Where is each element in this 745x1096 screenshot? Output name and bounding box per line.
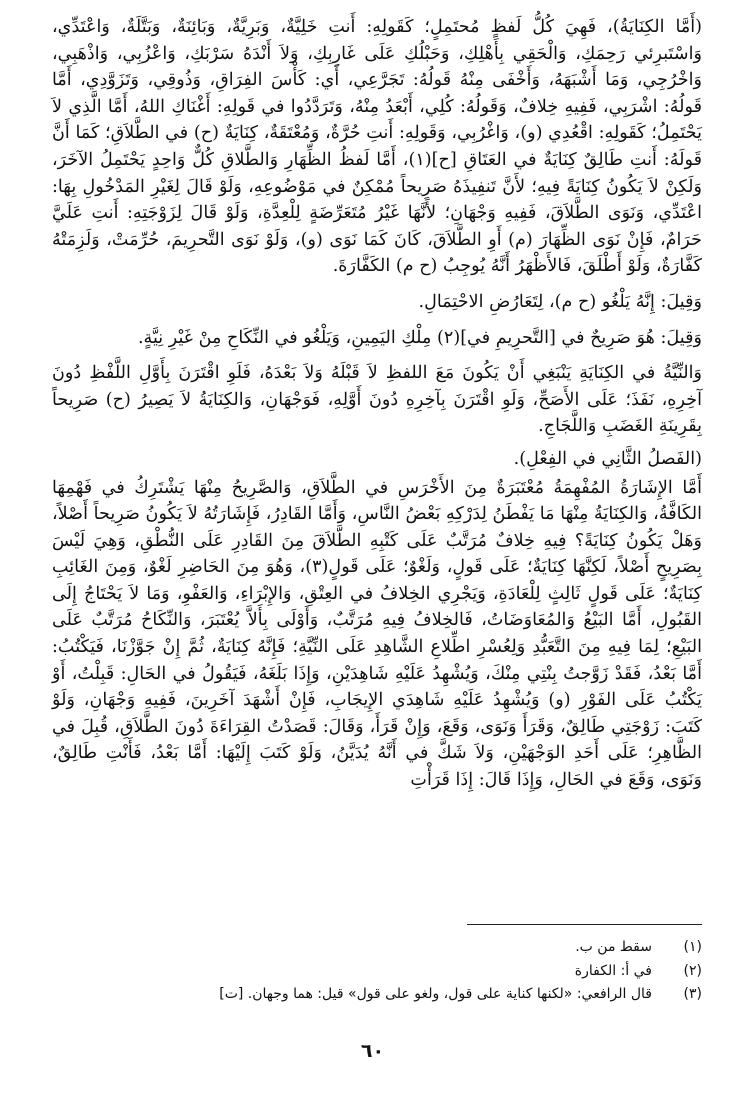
paragraph-third-opinion: وَقِيلَ: هُوَ صَرِيحٌ في [التَّحرِيمِ في](٢) مِلْكِ اليَمِينِ، وَيَلْغُو في النِّكَاحِ مِنْ غَيْرِ نِيَّةٍ.: [137, 327, 702, 348]
footnote-number: (٢): [683, 962, 702, 979]
main-text-column: [52, 14, 702, 794]
section-heading: (الفَصلُ الثَّانِي في الفِعْلِ).: [513, 448, 702, 469]
footnote-number: (٣): [683, 986, 702, 1002]
footnote-item: [52, 960, 702, 984]
paragraph-second-opinion: وَقِيلَ: إِنَّهُ يَلْغُو (ح م)، لِتَعَارُضِ الاحْتِمَالِ.: [418, 291, 702, 312]
footnote-separator: [467, 924, 702, 925]
footnote-text: في أ: الكفارة: [574, 962, 652, 979]
footnote-text: سقط من ب.: [575, 939, 652, 955]
paragraph-intention: وَالنِّيَّةُ في الكِنَايَةِ يَنْبَغِي أَنْ يَكُونَ مَعَ اللفظِ لاَ قَبْلَهُ وَلاَ بَعْدَهُ، فَلَوِ اقْتَرَنَ بِأَوَّلِ اللَّفْظِ دُونَ آخِرِهِ، نَفَذَ؛ عَلَى الأَصَحِّ، وَلَوِ اقْتَرَنَ بِآخِرِهِ دُونَ أَوَّلِهِ، فَوَجْهَانِ، وَالكِنَايَةُ لاَ يَصِيرُ (ح) صَرِيحاً بِقَرِينَةِ الغَضَبِ وَاللَّجَاجِ.: [52, 363, 702, 437]
footnote-number: (١): [683, 939, 702, 955]
footnotes: [52, 936, 702, 1007]
paragraph-gesture-writing: أَمَّا الإِشَارَةُ المُفْهِمَةُ مُعْتَبَرَةٌ مِنَ الأَخْرَسِ في الطَّلاَقِ، وَالصَّرِيحُ مِنْهَا يَشْتَرِكُ في فَهْمِهَا الكَافَّةُ، وَالكِنَايَةُ مِنْهَا مَا يَفْطَنُ لِدَرْكِهِ بَعْضُ النَّاسِ، وَأَمَّا القَادِرُ، فَإِشَارَتُهُ لاَ يَكُونُ صَرِيحاً أَصْلاً، وَهَلْ يَكُونُ كِنَايَةً؟ فِيهِ خِلافٌ مُرَتَّبٌ عَلَى كَتْبِهِ الطَّلاَقَ مِنَ القَادِرِ عَلَى النُّطْقِ، وَهِيَ لَيْسَ بِصَرِيحٍ أَصْلاً، لَكِنَّهَا كِنَايَةٌ؛ عَلَى قَولٍ، وَلَغْوٌ؛ عَلَى قَولٍ(٣)، وَهُوَ مِنَ الحَاضِرِ لَغْوٌ، وَمِنَ الغَائِبِ كِنَايَةٌ؛ عَلَى قَولٍ ثَالِثٍ لِلْعَادَةِ، وَيَجْرِي الخِلافُ في العِتْقِ، وَالإِبْرَاءِ، وَالعَفْوِ، وَمَا لاَ يَحْتَاجُ إِلَى القَبُولِ، أَمَّا البَيْعُ وَالمُعَاوَضَاتُ، فَالخِلافُ فِيهِ مُرَتَّبٌ، وَأَوْلَى بِأَلاَّ يُعْتَبَرَ، وَالنِّكَاحُ مُرَتَّبٌ عَلَى البَيْعِ؛ لِمَا فِيهِ مِنَ التَّعَبُّدِ وَلِعُسْرِ اطِّلاعِ الشَّاهِدِ عَلَى النِّيَّةِ؛ فَإِنَّهُ كِنَايَةٌ، ثُمَّ إِنْ جَوَّزْنَا، فَيَكْتُبُ: أَمَّا بَعْدُ، فَقَدْ زَوَّجتُ بِنْتِي مِنْكَ، وَيُشْهِدُ عَلَيْهِ شَاهِدَيْنِ، وَإِذَا بَلَغَهُ، فَيَقُولُ في الحَالِ: قَبِلْتُ، أَوْ يَكْتُبُ عَلَى الفَوْرِ (و) وَيُشْهِدُ عَلَيْهِ شَاهِدَي الإِيجَابِ، فَإِنْ أَشْهَدَ آخَرِينَ، فَفِيهِ وَجْهَانِ، وَلَوْ كَتَبَ: زَوْجَتِي طَالِقٌ، وَقَرَأَ وَنَوَى، وَقَعَ، وَإِنْ قَرَأَ، وَقَالَ: قَصَدْتُ القِرَاءَةَ دُونَ الطَّلاَقِ، قُبِلَ في الظَّاهِرِ؛ عَلَى أَحَدِ الوَجْهَيْنِ، وَلاَ شَكَّ في أَنَّهُ يُدَيَّنُ، وَلَوْ كَتَبَ إِلَيْهَا: أَمَّا بَعْدُ، فَأَنْتِ طَالِقٌ، وَنَوَى، وَقَعَ في الحَالِ، وَإِذَا قَالَ: إِذَا قَرَأْتِ: [52, 477, 702, 791]
paragraph-kinaya-definition: (أَمَّا الكِنَايَةُ)، فَهِيَ كُلُّ لَفظٍ مُحتَمِلٍ؛ كَقَولِهِ: أَنتِ خَلِيَّةٌ، وَبَرِيَّةٌ، وَبَائِنَةٌ، وَبَتَّلَةٌ، وَاعْتَدِّي، وَاسْتَبرِئي رَحِمَكِ، وَالْحَقِي بِأَهْلِكِ، وَحَبْلُكِ عَلَى غَارِبِكِ، وَلاَ أَنْدَهُ سَرْبَكِ، وَاعْزُبِي، وَاذْهَبِي، وَاخْرُجِي، وَمَا أَشْبَهَهُ، وَأَخْفَى مِنْهُ قَولُهُ: تَجَرَّعِي، أَي: كَأْسَ الفِرَاقِ، وَذُوقِي، وَتَزَوَّدِي، أَمَّا قَولُهُ: اشْرَبِي، فَفِيهِ خِلافٌ، وَقَولُهُ: كُلِي، أَبْعَدُ مِنْهُ، وَتَرَدَّدُوا في قَولِهِ: أَغْنَاكِ اللهُ، أَمَّا الَّذِي لاَ يَحْتَمِلُ؛ كَقَولِهِ: اقْعُدِي (و)، وَاغْرُبِي، وَقَولِهِ: أَنتِ حُرَّةٌ، وَمُعْتَقَةٌ، كِنَايَةٌ (ح) في الطَّلاَقِ؛ كَمَا أَنَّ قَولَهُ: أَنتِ طَالِقٌ كِنَايَةٌ في العَتَاقِ [ح](١)، أَمَّا لَفظُ الظِّهَارِ وَالطَّلاقِ كُلٌّ وَاحِدٍ يَحْتَمِلُ الآخَرَ، وَلَكِنْ لاَ يَكُونُ كِنَايَةً فِيهِ؛ لأَنَّ تَنفِيذَهُ صَرِيحاً مُمْكِنٌ في مَوْضُوعِهِ، وَلَوْ قَالَ لِغَيْرِ المَدْخُولِ بِهَا: اعْتَدِّي، وَنَوَى الطَّلاَقَ، فَفِيهِ وَجْهَانِ؛ لأَنَّهَا غَيْرُ مُتَعَرِّضَةٍ لِلْعِدَّةِ، وَلَوْ قَالَ لِزَوْجَتِهِ: أَنتِ عَلَيَّ حَرَامٌ، فَإِنْ نَوَى الظِّهَارَ (م) أَوِ الطَّلاَقَ، كَانَ كَمَا نَوَى (و)، وَلَوْ نَوَى التَّحرِيمَ، حُرِّمَتْ، وَلَزِمَتْهُ كَفَّارَةٌ، وَلَوْ أَطْلَقَ، فَالأَظْهَرُ أَنَّهُ يُوجِبُ (ح م) الكَفَّارَةَ.: [52, 17, 702, 277]
page-number: ٦٠: [360, 1040, 385, 1062]
footnote-item: [52, 983, 702, 1007]
footnote-text: قال الرافعي: «لكنها كناية على قول، ولغو على قول» قيل: هما وجهان. [ت]: [219, 986, 652, 1002]
footnote-item: [52, 936, 702, 960]
